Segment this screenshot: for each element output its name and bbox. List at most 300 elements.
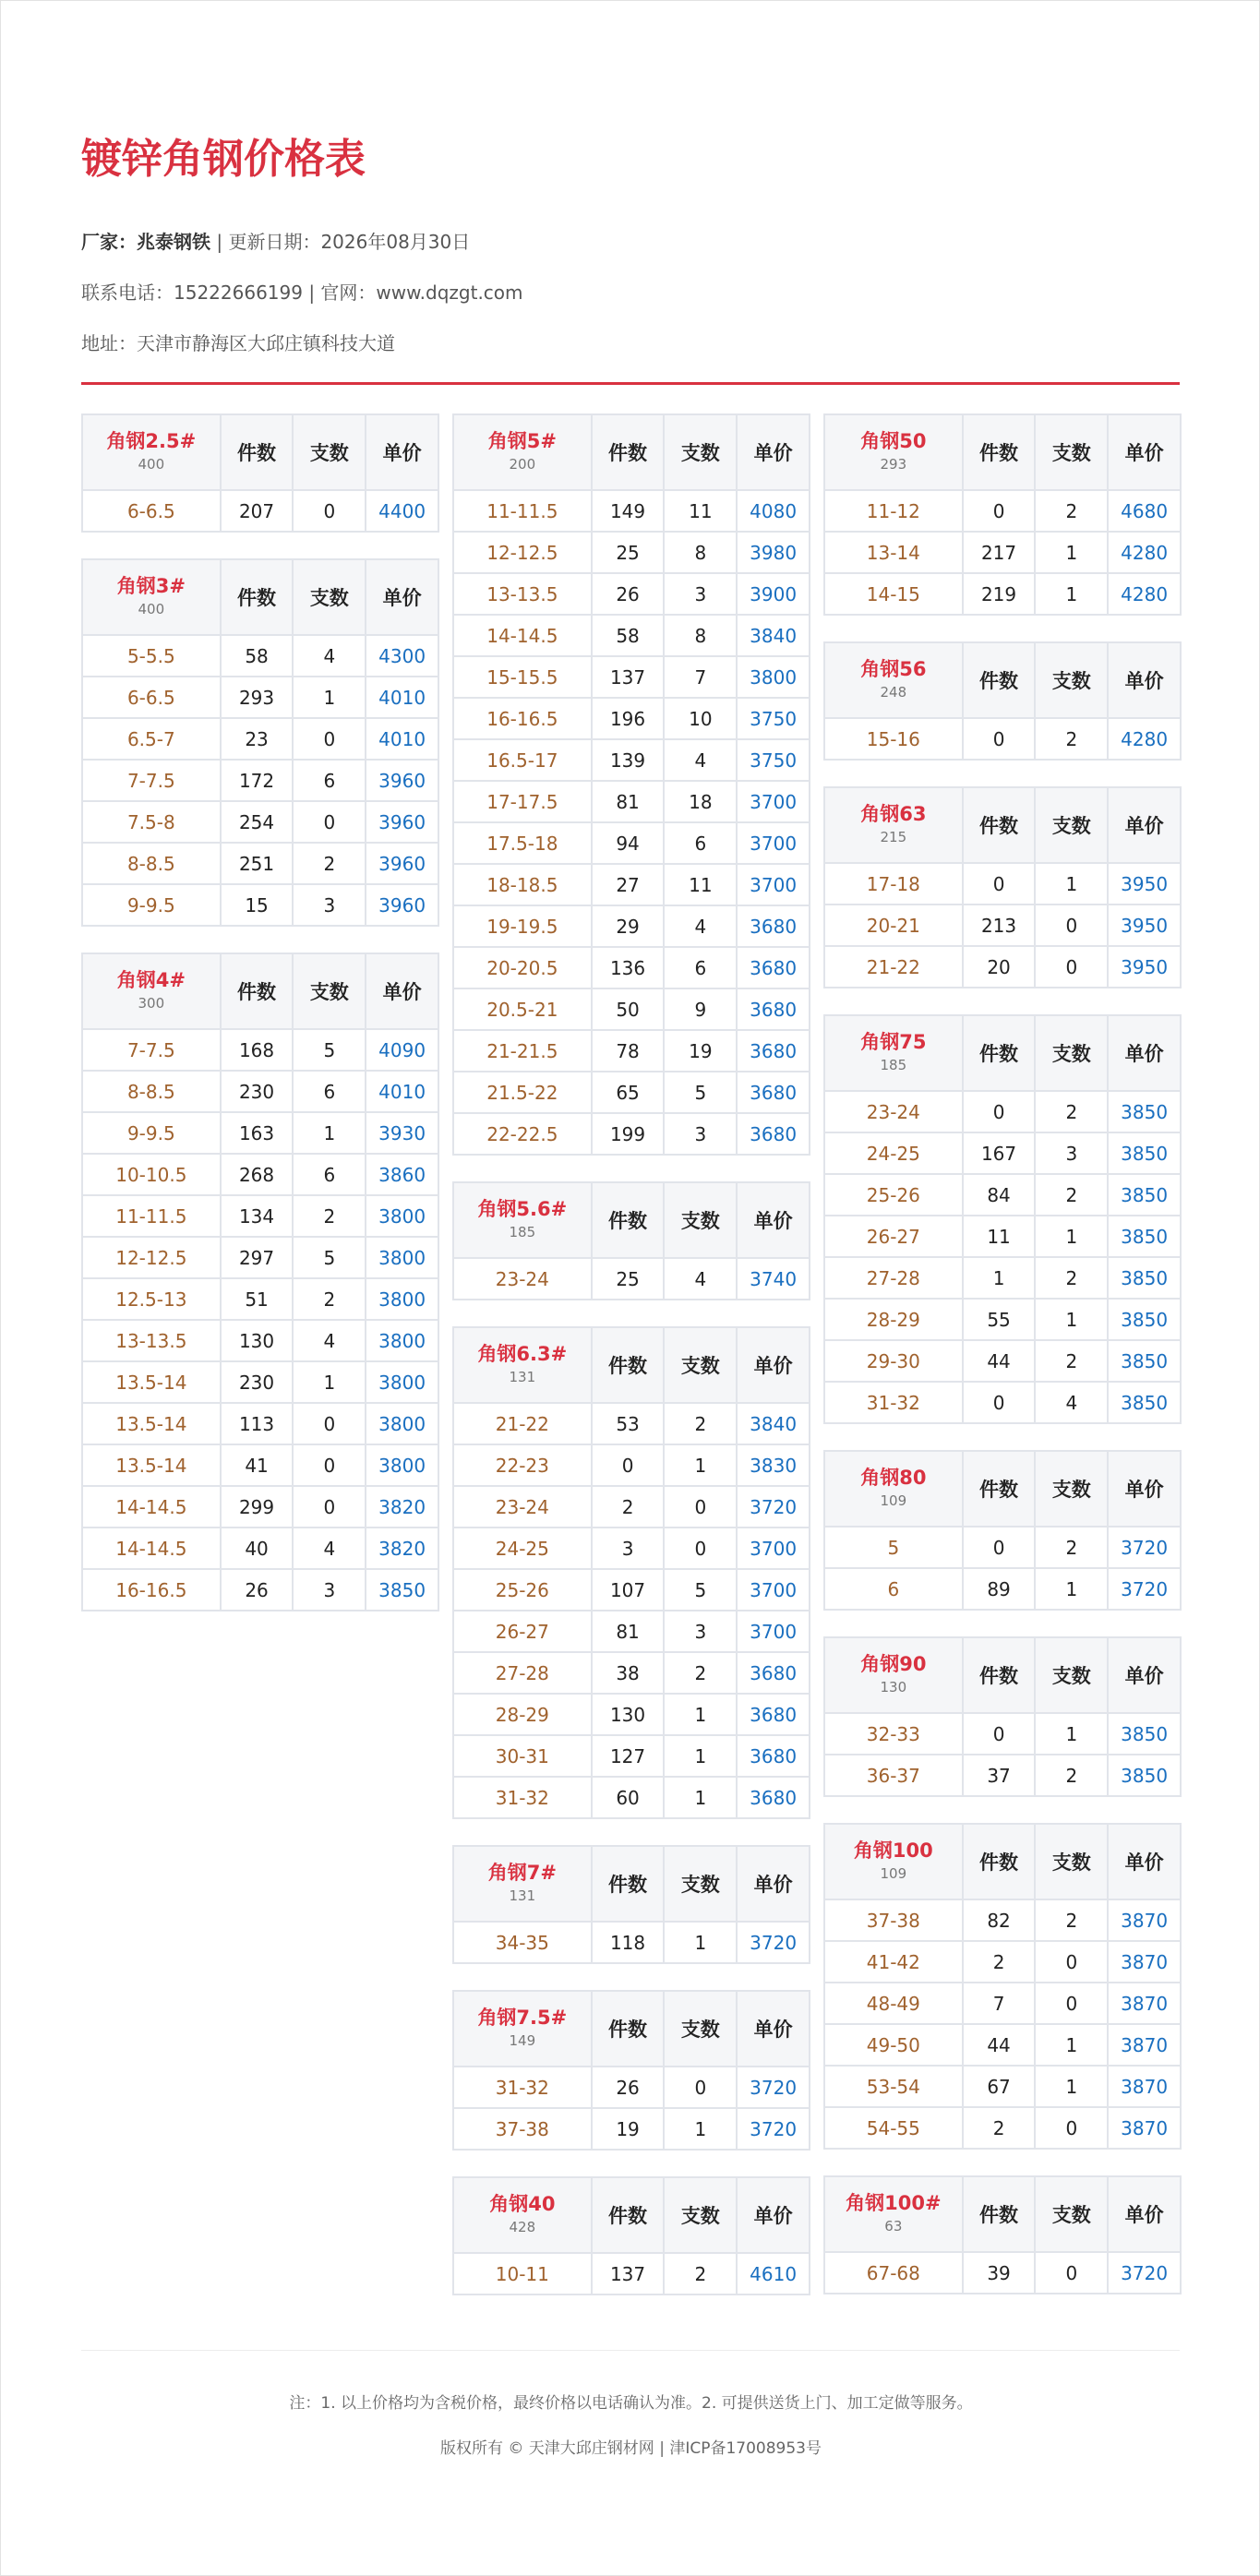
- spec-cell: 20-20.5: [453, 947, 592, 988]
- bundles-cell: 4: [293, 1528, 366, 1569]
- pieces-cell: 107: [592, 1569, 665, 1611]
- pieces-header: 件数: [592, 1327, 665, 1403]
- pieces-cell: 39: [963, 2252, 1036, 2294]
- pieces-cell: 0: [963, 1713, 1036, 1755]
- table-row: [453, 1444, 810, 1486]
- price-header: 单价: [1108, 1451, 1181, 1527]
- price-header: 单价: [1108, 787, 1181, 863]
- price-cell: 3840: [737, 1403, 810, 1444]
- table-row: [453, 615, 810, 656]
- spec-cell: 21-22: [824, 946, 963, 988]
- table-header-row: [453, 1991, 810, 2067]
- model-subtitle: 131: [509, 1887, 536, 1904]
- model-name: 角钢7#: [487, 1862, 557, 1884]
- price-cell: 3680: [737, 1777, 810, 1818]
- table-row: [82, 1278, 438, 1320]
- spec-cell: 31-32: [453, 2067, 592, 2108]
- price-cell: 3820: [366, 1486, 438, 1528]
- model-name: 角钢5.6#: [477, 1198, 568, 1220]
- pieces-header: 件数: [963, 1451, 1036, 1527]
- pieces-cell: 25: [592, 1258, 665, 1300]
- table-row: [453, 864, 810, 905]
- bundles-cell: 7: [664, 656, 737, 698]
- price-cell: 3700: [737, 822, 810, 864]
- table-row: [82, 1112, 438, 1154]
- price-header: 单价: [366, 559, 438, 635]
- table-row: [824, 1941, 1181, 1983]
- spec-cell: 12-12.5: [82, 1237, 221, 1278]
- pieces-cell: 41: [221, 1444, 294, 1486]
- bundles-cell: 3: [664, 1611, 737, 1652]
- bundles-cell: 8: [664, 615, 737, 656]
- table-row: [453, 988, 810, 1030]
- model-subtitle: 109: [880, 1865, 907, 1882]
- bundles-cell: 2: [1035, 1527, 1108, 1568]
- bundles-cell: 0: [293, 1403, 366, 1444]
- price-cell: 3800: [366, 1278, 438, 1320]
- price-cell: 3960: [366, 884, 438, 926]
- model-header: [824, 1637, 963, 1713]
- model-name: 角钢40: [489, 2193, 556, 2215]
- pieces-cell: 2: [592, 1486, 665, 1528]
- bundles-header: 支数: [664, 1182, 737, 1258]
- spec-cell: 14-14.5: [453, 615, 592, 656]
- table-row: [453, 1528, 810, 1569]
- table-row: [824, 1382, 1181, 1423]
- price-header: 单价: [737, 1327, 810, 1403]
- pieces-cell: 29: [592, 905, 665, 947]
- pieces-cell: 82: [963, 1899, 1036, 1941]
- spec-cell: 18-18.5: [453, 864, 592, 905]
- spec-cell: 13-13.5: [82, 1320, 221, 1361]
- model-header: [453, 1846, 592, 1922]
- price-cell: 4090: [366, 1029, 438, 1071]
- table-header-row: [82, 414, 438, 490]
- spec-cell: 48-49: [824, 1983, 963, 2024]
- pieces-cell: 199: [592, 1113, 665, 1155]
- pieces-cell: 67: [963, 2066, 1036, 2107]
- spec-cell: 12.5-13: [82, 1278, 221, 1320]
- model-header: [824, 2176, 963, 2252]
- table-row: [453, 822, 810, 864]
- bundles-cell: 0: [1035, 1941, 1108, 1983]
- price-cell: 3800: [366, 1320, 438, 1361]
- spec-cell: 21-22: [453, 1403, 592, 1444]
- pieces-cell: 0: [963, 1091, 1036, 1132]
- price-cell: 3700: [737, 864, 810, 905]
- price-table: [823, 1823, 1182, 2150]
- spec-cell: 23-24: [824, 1091, 963, 1132]
- price-cell: 3720: [737, 1486, 810, 1528]
- spec-cell: 30-31: [453, 1735, 592, 1777]
- spec-cell: 16.5-17: [453, 739, 592, 781]
- price-cell: 3850: [366, 1569, 438, 1611]
- bundles-cell: 2: [664, 1403, 737, 1444]
- model-subtitle: 428: [509, 2219, 536, 2235]
- bundles-cell: 1: [1035, 573, 1108, 615]
- pieces-cell: 139: [592, 739, 665, 781]
- pieces-cell: 38: [592, 1652, 665, 1694]
- bundles-header: 支数: [1035, 1637, 1108, 1713]
- table-row: [82, 1071, 438, 1112]
- spec-cell: 28-29: [824, 1299, 963, 1340]
- spec-cell: 5-5.5: [82, 635, 221, 677]
- pieces-cell: 81: [592, 781, 665, 822]
- bundles-header: 支数: [1035, 2176, 1108, 2252]
- pieces-cell: 25: [592, 532, 665, 573]
- model-name: 角钢5#: [487, 430, 557, 452]
- price-cell: 3900: [737, 573, 810, 615]
- table-row: [824, 863, 1181, 905]
- maker-label: 厂家：: [81, 231, 137, 253]
- price-cell: 3950: [1108, 863, 1181, 905]
- spec-cell: 37-38: [453, 2108, 592, 2150]
- spec-cell: 21-21.5: [453, 1030, 592, 1072]
- bundles-cell: 2: [1035, 1899, 1108, 1941]
- pieces-cell: 137: [592, 2253, 665, 2294]
- header-divider: [81, 382, 1180, 385]
- bundles-header: 支数: [293, 953, 366, 1029]
- price-header: 单价: [737, 414, 810, 490]
- price-cell: 3680: [737, 1652, 810, 1694]
- price-cell: 3850: [1108, 1340, 1181, 1382]
- spec-cell: 25-26: [453, 1569, 592, 1611]
- price-column-3: [823, 413, 1182, 2320]
- price-cell: 4280: [1108, 718, 1181, 760]
- pieces-header: 件数: [592, 1991, 665, 2067]
- bundles-cell: 1: [1035, 2066, 1108, 2107]
- price-table: [452, 2176, 810, 2295]
- pieces-header: 件数: [963, 642, 1036, 718]
- bundles-cell: 0: [293, 801, 366, 843]
- bundles-cell: 1: [1035, 1568, 1108, 1610]
- table-row: [453, 656, 810, 698]
- spec-cell: 13-14: [824, 532, 963, 573]
- price-table: [823, 413, 1182, 616]
- model-name: 角钢56: [860, 658, 927, 680]
- model-subtitle: 63: [884, 2218, 903, 2235]
- bundles-cell: 2: [1035, 1257, 1108, 1299]
- table-header-row: [824, 1451, 1181, 1527]
- model-header: [824, 414, 963, 490]
- spec-cell: 13-13.5: [453, 573, 592, 615]
- model-name: 角钢3#: [116, 575, 186, 597]
- bundles-cell: 1: [1035, 1216, 1108, 1257]
- bundles-header: 支数: [664, 1846, 737, 1922]
- page-header: [81, 136, 1180, 354]
- spec-cell: 31-32: [453, 1777, 592, 1818]
- bundles-cell: 4: [1035, 1382, 1108, 1423]
- table-row: [824, 1568, 1181, 1610]
- price-table: [823, 1450, 1182, 1611]
- price-cell: 3720: [1108, 1527, 1181, 1568]
- spec-cell: 8-8.5: [82, 843, 221, 884]
- pieces-header: 件数: [221, 953, 294, 1029]
- price-header: 单价: [737, 1991, 810, 2067]
- bundles-header: 支数: [1035, 1451, 1108, 1527]
- table-header-row: [453, 2177, 810, 2253]
- pieces-cell: 217: [963, 532, 1036, 573]
- bundles-cell: 0: [664, 2067, 737, 2108]
- spec-cell: 10-10.5: [82, 1154, 221, 1195]
- model-name: 角钢75: [860, 1031, 927, 1053]
- spec-cell: 17-17.5: [453, 781, 592, 822]
- bundles-header: 支数: [664, 2177, 737, 2253]
- price-cell: 3680: [737, 1072, 810, 1113]
- spec-cell: 7.5-8: [82, 801, 221, 843]
- price-cell: 4280: [1108, 532, 1181, 573]
- model-name: 角钢63: [860, 803, 927, 825]
- table-row: [824, 1299, 1181, 1340]
- spec-cell: 28-29: [453, 1694, 592, 1735]
- price-cell: 3870: [1108, 1899, 1181, 1941]
- bundles-cell: 0: [293, 718, 366, 760]
- table-row: [824, 490, 1181, 532]
- spec-cell: 16-16.5: [453, 698, 592, 739]
- spec-cell: 6-6.5: [82, 677, 221, 718]
- pieces-cell: 2: [963, 2107, 1036, 2149]
- price-cell: 3840: [737, 615, 810, 656]
- pieces-cell: 23: [221, 718, 294, 760]
- table-row: [824, 1755, 1181, 1796]
- pieces-cell: 167: [963, 1132, 1036, 1174]
- price-cell: 3870: [1108, 2107, 1181, 2149]
- price-cell: 4400: [366, 490, 438, 532]
- model-header: [824, 1824, 963, 1899]
- pieces-cell: 55: [963, 1299, 1036, 1340]
- pieces-cell: 0: [963, 718, 1036, 760]
- price-cell: 3700: [737, 1528, 810, 1569]
- spec-cell: 49-50: [824, 2024, 963, 2066]
- maker-line: [81, 227, 470, 254]
- pieces-header: 件数: [963, 1015, 1036, 1091]
- price-cell: 3800: [366, 1361, 438, 1403]
- footer-divider: [81, 2350, 1180, 2351]
- price-cell: 3960: [366, 760, 438, 801]
- bundles-cell: 1: [1035, 1299, 1108, 1340]
- model-header: [824, 787, 963, 863]
- table-row: [82, 1528, 438, 1569]
- model-subtitle: 200: [509, 456, 536, 473]
- spec-cell: 20.5-21: [453, 988, 592, 1030]
- contact-line: 联系电话：15222666199 | 官网：www.dqzgt.com: [81, 282, 523, 304]
- bundles-header: 支数: [1035, 787, 1108, 863]
- pieces-cell: 37: [963, 1755, 1036, 1796]
- spec-cell: 9-9.5: [82, 884, 221, 926]
- price-cell: 3870: [1108, 2066, 1181, 2107]
- table-row: [82, 1195, 438, 1237]
- bundles-cell: 0: [293, 1444, 366, 1486]
- table-header-row: [453, 1182, 810, 1258]
- spec-cell: 24-25: [453, 1528, 592, 1569]
- table-row: [82, 718, 438, 760]
- pieces-cell: 251: [221, 843, 294, 884]
- table-row: [82, 884, 438, 926]
- table-header-row: [453, 414, 810, 490]
- bundles-cell: 4: [664, 739, 737, 781]
- pieces-cell: 149: [592, 490, 665, 532]
- bundles-cell: 2: [293, 843, 366, 884]
- spec-cell: 6.5-7: [82, 718, 221, 760]
- spec-cell: 31-32: [824, 1382, 963, 1423]
- model-subtitle: 130: [880, 1679, 907, 1695]
- pieces-cell: 130: [592, 1694, 665, 1735]
- table-row: [82, 490, 438, 532]
- spec-cell: 15-15.5: [453, 656, 592, 698]
- price-cell: 3680: [737, 905, 810, 947]
- table-row: [453, 1777, 810, 1818]
- price-cell: 3850: [1108, 1091, 1181, 1132]
- pieces-cell: 11: [963, 1216, 1036, 1257]
- table-row: [824, 946, 1181, 988]
- price-cell: 4610: [737, 2253, 810, 2294]
- table-row: [824, 1091, 1181, 1132]
- spec-cell: 9-9.5: [82, 1112, 221, 1154]
- bundles-cell: 11: [664, 864, 737, 905]
- price-cell: 3850: [1108, 1382, 1181, 1423]
- spec-cell: 17-18: [824, 863, 963, 905]
- table-row: [453, 1030, 810, 1072]
- table-row: [453, 1403, 810, 1444]
- table-header-row: [824, 1637, 1181, 1713]
- model-header: [453, 1327, 592, 1403]
- model-subtitle: 400: [138, 601, 165, 617]
- pieces-cell: 84: [963, 1174, 1036, 1216]
- price-cell: 3740: [737, 1258, 810, 1300]
- bundles-cell: 2: [664, 2253, 737, 2294]
- table-row: [82, 1029, 438, 1071]
- price-cell: 3820: [366, 1528, 438, 1569]
- pieces-header: 件数: [592, 414, 665, 490]
- model-name: 角钢80: [860, 1467, 927, 1489]
- pieces-cell: 299: [221, 1486, 294, 1528]
- model-subtitle: 109: [880, 1492, 907, 1509]
- model-subtitle: 185: [509, 1224, 536, 1240]
- pieces-cell: 60: [592, 1777, 665, 1818]
- bundles-cell: 1: [664, 1777, 737, 1818]
- pieces-cell: 0: [963, 1527, 1036, 1568]
- table-header-row: [824, 787, 1181, 863]
- table-row: [82, 1320, 438, 1361]
- pieces-cell: 53: [592, 1403, 665, 1444]
- model-header: [824, 642, 963, 718]
- model-name: 角钢6.3#: [477, 1343, 568, 1365]
- spec-cell: 22-23: [453, 1444, 592, 1486]
- spec-cell: 22-22.5: [453, 1113, 592, 1155]
- table-row: [824, 1132, 1181, 1174]
- price-cell: 3720: [1108, 1568, 1181, 1610]
- bundles-header: 支数: [664, 414, 737, 490]
- spec-cell: 8-8.5: [82, 1071, 221, 1112]
- table-row: [824, 2024, 1181, 2066]
- spec-cell: 15-16: [824, 718, 963, 760]
- bundles-cell: 0: [1035, 2107, 1108, 2149]
- pieces-cell: 0: [592, 1444, 665, 1486]
- bundles-cell: 5: [664, 1569, 737, 1611]
- table-row: [453, 2253, 810, 2294]
- bundles-cell: 3: [664, 1113, 737, 1155]
- bundles-cell: 4: [293, 1320, 366, 1361]
- table-row: [453, 490, 810, 532]
- pieces-cell: 58: [221, 635, 294, 677]
- price-header: 单价: [1108, 1637, 1181, 1713]
- table-header-row: [824, 642, 1181, 718]
- table-row: [824, 1340, 1181, 1382]
- price-table: [452, 413, 810, 1156]
- bundles-cell: 0: [293, 490, 366, 532]
- table-row: [82, 1237, 438, 1278]
- update-date: | 更新日期：2026年08月30日: [210, 231, 471, 253]
- price-cell: 3750: [737, 698, 810, 739]
- table-header-row: [824, 1824, 1181, 1899]
- bundles-cell: 0: [664, 1486, 737, 1528]
- model-subtitle: 293: [880, 456, 907, 473]
- table-row: [453, 1569, 810, 1611]
- price-cell: 3680: [737, 1694, 810, 1735]
- model-subtitle: 215: [880, 829, 907, 845]
- pieces-header: 件数: [963, 1637, 1036, 1713]
- price-cell: 3720: [1108, 2252, 1181, 2294]
- table-row: [453, 573, 810, 615]
- price-cell: 3850: [1108, 1755, 1181, 1796]
- price-table: [823, 641, 1182, 761]
- spec-cell: 67-68: [824, 2252, 963, 2294]
- table-row: [453, 1922, 810, 1963]
- pieces-cell: 268: [221, 1154, 294, 1195]
- model-header: [453, 414, 592, 490]
- bundles-cell: 1: [664, 1922, 737, 1963]
- table-header-row: [453, 1327, 810, 1403]
- bundles-cell: 5: [293, 1029, 366, 1071]
- price-cell: 4080: [737, 490, 810, 532]
- model-subtitle: 131: [509, 1369, 536, 1385]
- spec-cell: 13.5-14: [82, 1403, 221, 1444]
- table-row: [453, 532, 810, 573]
- table-row: [82, 1154, 438, 1195]
- table-row: [453, 1652, 810, 1694]
- bundles-cell: 6: [664, 947, 737, 988]
- table-row: [82, 1444, 438, 1486]
- price-header: 单价: [1108, 1824, 1181, 1899]
- price-table: [823, 2175, 1182, 2294]
- model-subtitle: 149: [509, 2032, 536, 2049]
- footer-note: 注：1. 以上价格均为含税价格，最终价格以电话确认为准。2. 可提供送货上门、加工定做等服务。: [289, 2394, 973, 2413]
- bundles-cell: 3: [1035, 1132, 1108, 1174]
- bundles-cell: 0: [664, 1528, 737, 1569]
- spec-cell: 27-28: [824, 1257, 963, 1299]
- bundles-cell: 2: [293, 1278, 366, 1320]
- bundles-cell: 2: [1035, 1091, 1108, 1132]
- pieces-cell: 207: [221, 490, 294, 532]
- price-cell: 3930: [366, 1112, 438, 1154]
- spec-cell: 17.5-18: [453, 822, 592, 864]
- price-cell: 3680: [737, 1735, 810, 1777]
- model-name: 角钢100: [853, 1839, 933, 1862]
- bundles-header: 支数: [293, 414, 366, 490]
- price-cell: 3800: [366, 1237, 438, 1278]
- bundles-cell: 0: [1035, 1983, 1108, 2024]
- table-row: [824, 1713, 1181, 1755]
- bundles-cell: 1: [664, 1444, 737, 1486]
- table-row: [82, 1403, 438, 1444]
- price-table: [823, 1636, 1182, 1797]
- table-row: [453, 1486, 810, 1528]
- table-row: [824, 1983, 1181, 2024]
- table-row: [824, 532, 1181, 573]
- pieces-cell: 1: [963, 1257, 1036, 1299]
- pieces-cell: 127: [592, 1735, 665, 1777]
- table-row: [453, 1611, 810, 1652]
